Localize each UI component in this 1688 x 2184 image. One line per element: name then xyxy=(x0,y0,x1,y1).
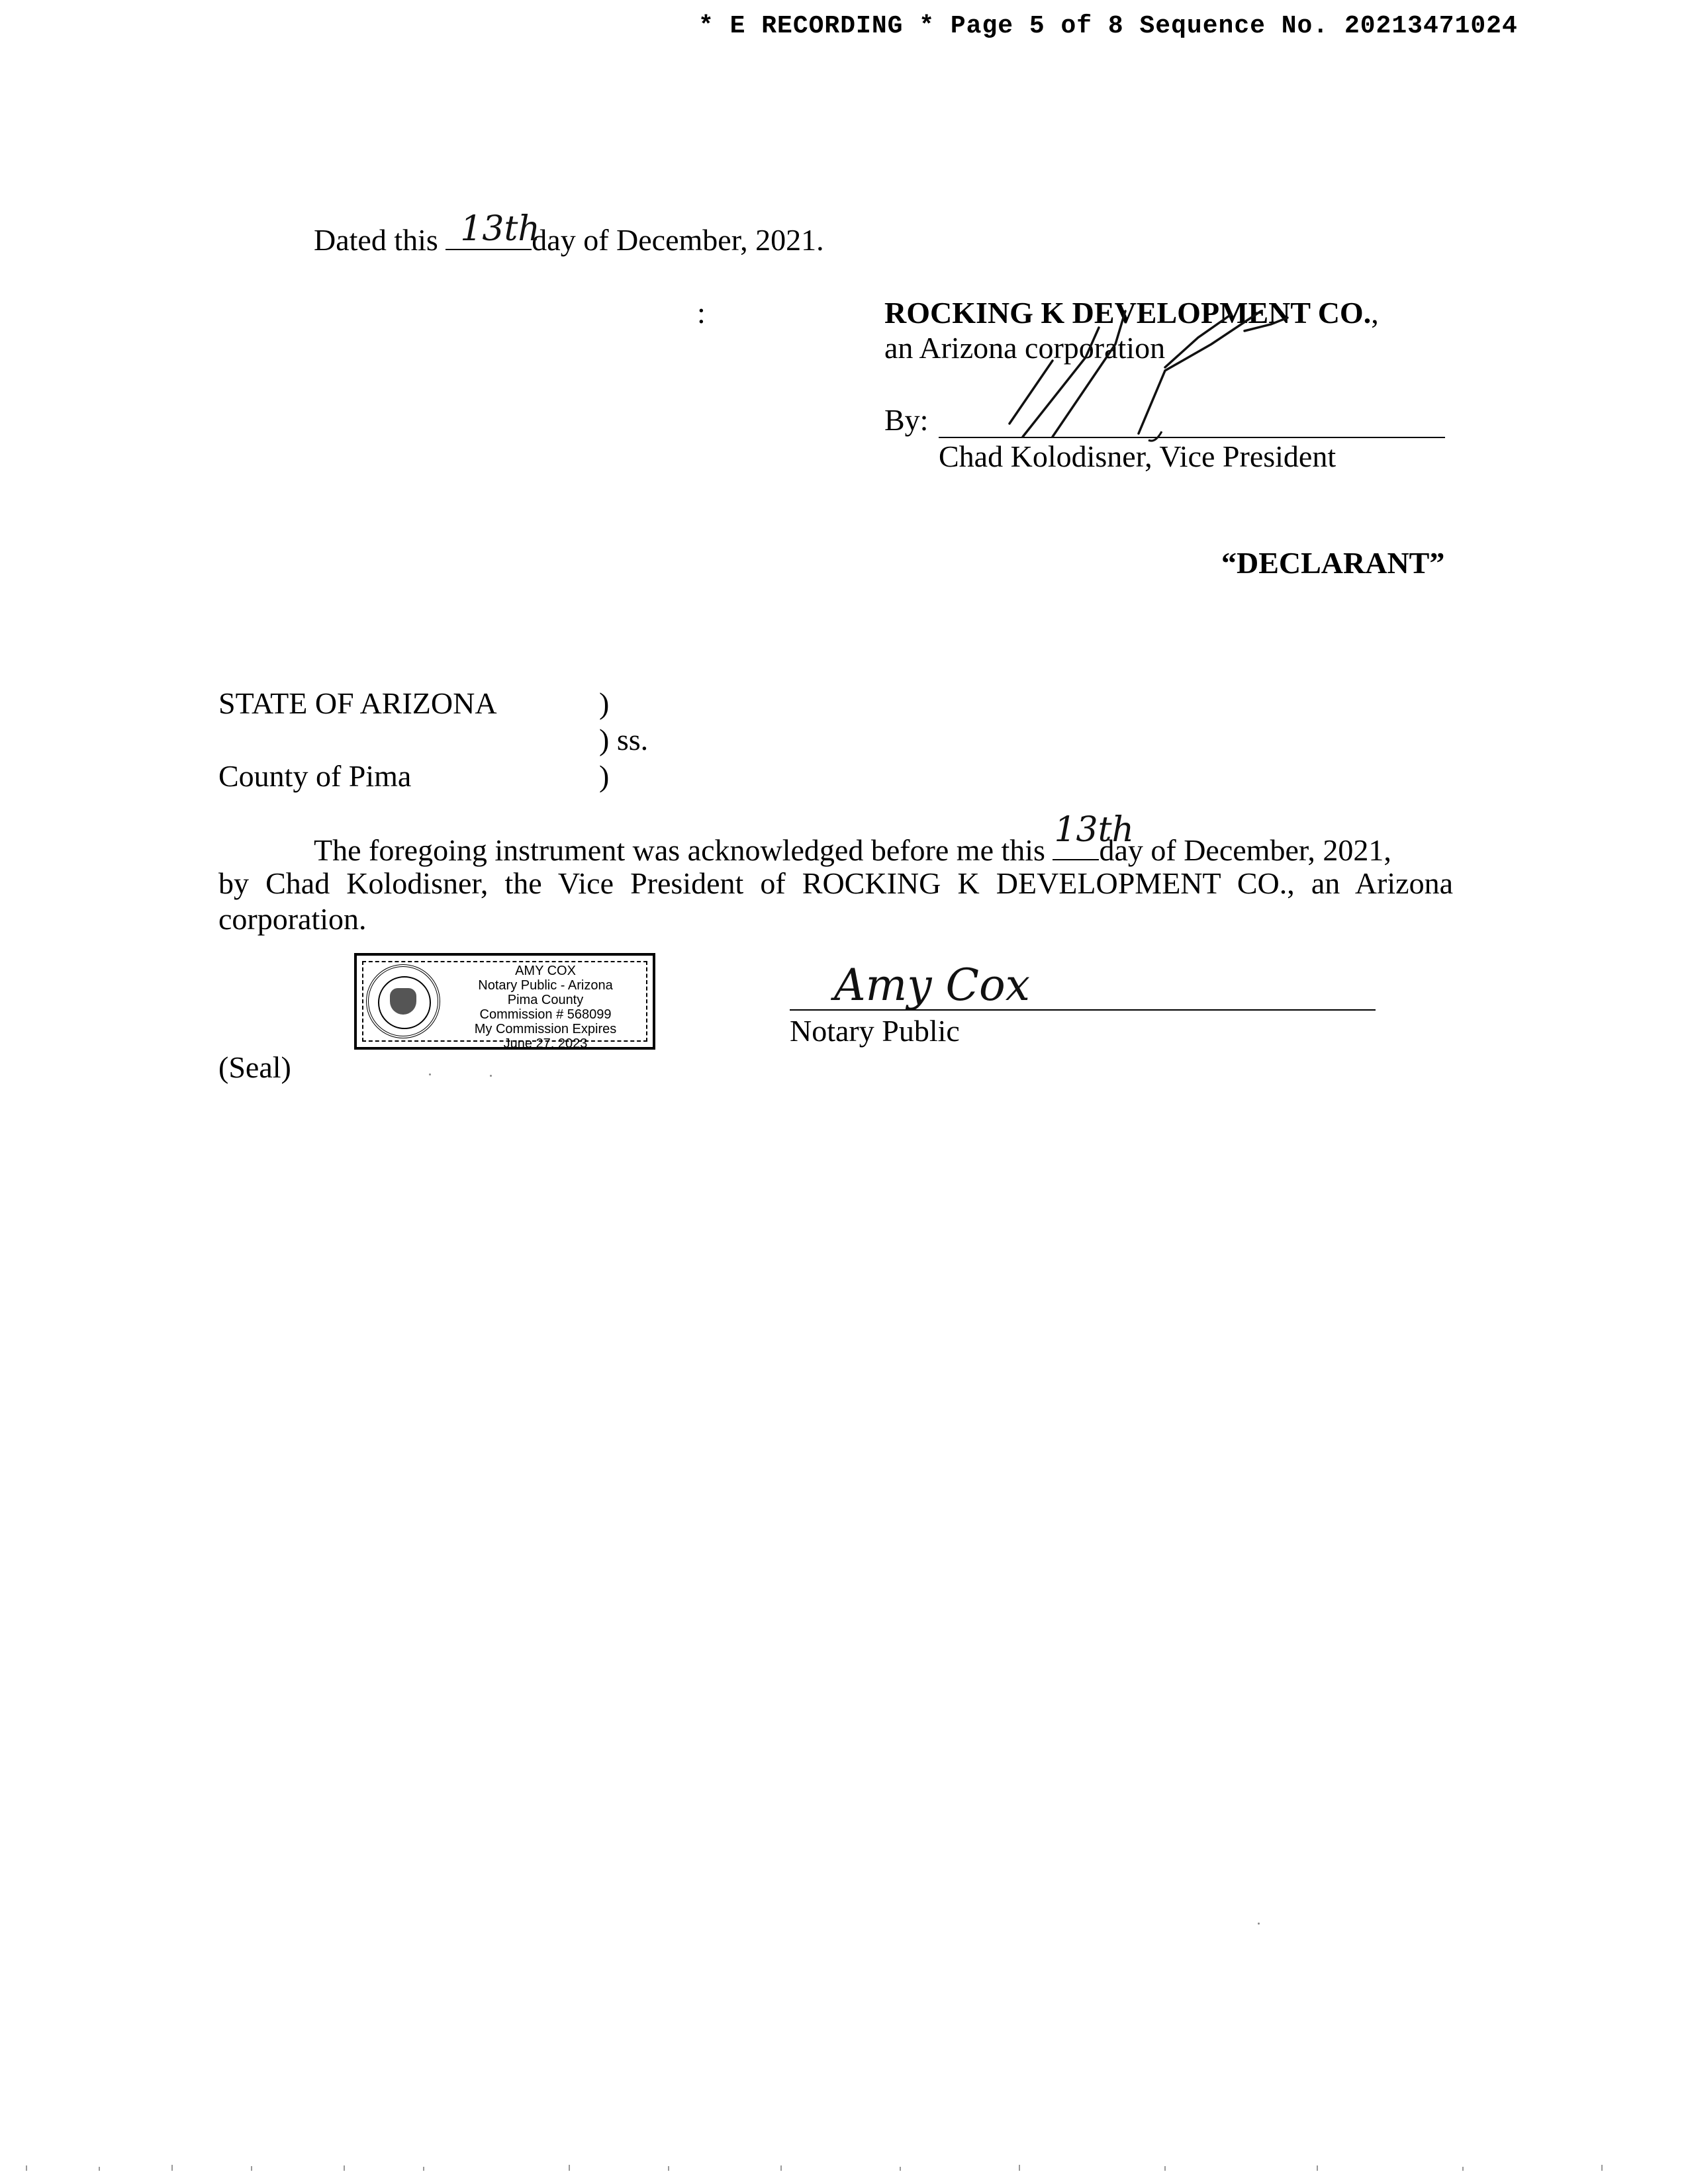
venue-paren-1: ) xyxy=(599,686,610,720)
venue-paren-3: ) xyxy=(599,759,610,793)
declarant-label: “DECLARANT” xyxy=(1221,546,1445,580)
seal-expires-label: My Commission Expires xyxy=(474,1022,617,1036)
notary-seal-stamp xyxy=(354,953,655,1050)
seal-notary-name: AMY COX xyxy=(515,964,576,978)
company-name-text: ROCKING K DEVELOPMENT CO. xyxy=(884,296,1372,330)
company-name xyxy=(884,298,1379,328)
scan-speck xyxy=(429,1073,431,1075)
venue-state: STATE OF ARIZONA xyxy=(218,686,497,720)
venue-county: County of Pima xyxy=(218,759,412,793)
scan-speck xyxy=(1258,1923,1260,1925)
ack-day-blank xyxy=(1053,810,1135,860)
acknowledgment-line-2: by Chad Kolodisner, the Vice President of ROCKING K DEVELOPMENT CO., an Arizona xyxy=(218,866,1453,900)
acknowledgment-line-1 xyxy=(314,810,1391,867)
company-comma: , xyxy=(1371,296,1379,330)
scan-noise-footer xyxy=(0,2163,1688,2173)
recording-stamp: * E RECORDING * Page 5 of 8 Sequence No. 20213471024 xyxy=(698,12,1518,40)
ack-day-handwritten: 13th xyxy=(1054,810,1135,850)
seal-county: Pima County xyxy=(507,993,584,1007)
dated-line xyxy=(314,209,824,257)
dated-suffix: day of December, 2021. xyxy=(532,223,824,257)
signer-name-title: Chad Kolodisner, Vice President xyxy=(939,439,1336,473)
notary-public-label: Notary Public xyxy=(790,1014,960,1048)
seal-commission: Commission # 568099 xyxy=(479,1007,612,1022)
venue-paren-ss: ) ss. xyxy=(599,723,649,756)
scan-speck xyxy=(490,1075,492,1077)
notary-signature-handwritten: Amy Cox xyxy=(834,960,1030,1011)
seal-expires-date: June 27, 2023 xyxy=(503,1036,588,1051)
dated-day-blank xyxy=(445,209,540,250)
ack-text-before: The foregoing instrument was acknowledged before me this xyxy=(314,833,1045,867)
acknowledgment-line-3: corporation. xyxy=(218,902,367,936)
stray-colon: : xyxy=(697,296,706,330)
dated-prefix: Dated this xyxy=(314,223,438,257)
seal-notary-title: Notary Public - Arizona xyxy=(478,978,613,993)
company-description: an Arizona corporation xyxy=(884,331,1166,365)
ack-text-after: day of December, 2021, xyxy=(1099,833,1391,867)
seal-label: (Seal) xyxy=(218,1050,291,1084)
seal-text xyxy=(449,964,641,1051)
arizona-state-seal-icon xyxy=(366,964,440,1038)
dated-day-handwritten: 13th xyxy=(460,209,540,249)
signer-signature-line xyxy=(939,437,1445,438)
by-label: By: xyxy=(884,403,929,437)
